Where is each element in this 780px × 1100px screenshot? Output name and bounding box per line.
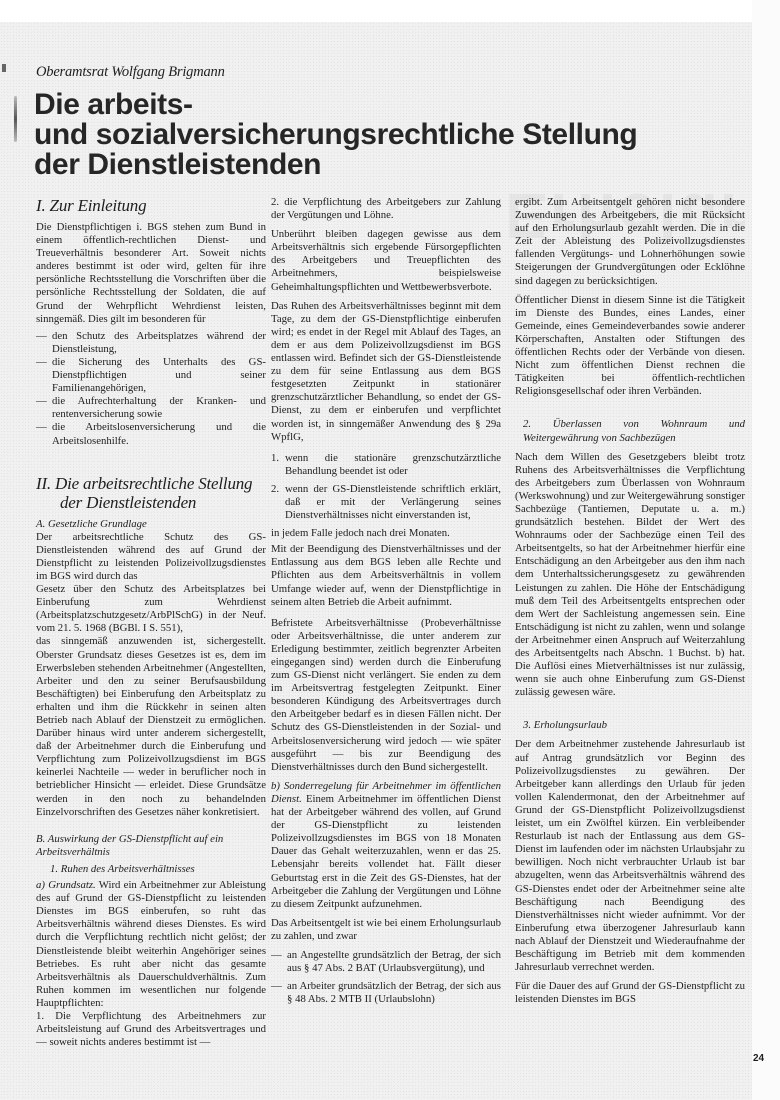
list-item: — die Aufrechterhaltung der Kranken- und rentenversicherung sowie xyxy=(36,395,266,421)
list-item: 2. wenn der GS-Dienstleistende schriftlich erklärt, daß er mit der Verlängerung seines Dienstverhältnisses nicht einverstanden ist, xyxy=(271,482,501,522)
margin-mark xyxy=(14,96,17,142)
list-item: — an Arbeiter grundsätzlich der Betrag, der sich aus § 48 Abs. 2 MTB II (Urlaubslohn) xyxy=(271,980,501,1006)
column-1 xyxy=(36,196,266,1053)
subsection-heading-housing: 2. Überlassen von Wohnraum und Weitergewährung von Sachbezügen xyxy=(523,418,745,444)
title-line-3: der Dienstleistenden xyxy=(34,148,322,181)
payment-list xyxy=(271,949,501,1006)
section-heading-introduction: I. Zur Einleitung xyxy=(36,196,147,215)
paragraph: b) Sonderregelung für Arbeitnehmer im öffentlichen Dienst. Einem Arbeitnehmer im öffentlichen Dienst hat der Arbeitgeber während des vollen, auf Grund der GS-Dienstpflicht zu leistenden Polizeivollzugsdienstes im BGS von 18 Monaten Dauer das Gehalt weiterzuzahlen, wenn er das 25. Lebensjahr bereits vollendet hat. Fällt dieser Geburtstag erst in die Zeit des GS-Dienstes, hat der Arbeitgeber die Zahlung der Vergütungen und Löhne zu diesem Zeitpunkt aufzunehmen. xyxy=(271,779,501,910)
paragraph: Für die Dauer des auf Grund der GS-Dienstpflicht zu leistenden Dienstes im BGS xyxy=(515,980,745,1006)
paragraph: Der dem Arbeitnehmer zustehende Jahresurlaub ist auf Antrag grundsätzlich vor Beginn des Polizeivollzugsdienstes zu gewähren. Der Arbeitgeber kann allerdings den Urlaub für jeden vollen Kalendermonat, den der Arbeitnehmer auf Grund der GS-Dienstpflicht Polizeivollzugsdienst leistet, um ein Zwölftel kürzen. Ein verbleibender Resturlaub ist nach der Entlassung aus dem GS-Dienst im laufenden oder im nächsten Urlaubsjahr zu bewilligen. Noch nicht verbrauchter Urlaub ist bar abzugelten, wenn das Arbeitsverhältnis während des GS-Dienstes endet oder der Arbeitnehmer seine alte Beschäftigung nach Beendigung des Dienstverhältnisses nicht wieder aufnimmt. Vor der Einberufung etwa überzogener Jahresurlaub kann nach Ablauf der Dienstzeit und Wiederaufnahme der Beschäftigung im Betrieb mit dem kommenden Jahresurlaub verrechnet werden. xyxy=(515,738,745,974)
paragraph: ergibt. Zum Arbeitsentgelt gehören nicht besondere Zuwendungen des Arbeitgebers, die mit Rücksicht auf den Erholungsurlaub gezahlt werden. Die in die Zeit der Ableistung des Polizeivollzugsdienstes fallenden Vergütungs- und Lohnerhöhungen sowie Steigerungen der Grundvergütungen oder Ecklöhne sind dagegen zu berücksichtigen. xyxy=(515,196,745,287)
intro-list xyxy=(36,330,266,448)
paragraph: Das Arbeitsentgelt ist wie bei einem Erholungsurlaub zu zahlen, und zwar xyxy=(271,916,501,942)
section-heading-labor-law: II. Die arbeitsrechtliche Stellung der Dienstleistenden xyxy=(36,473,253,512)
column-2 xyxy=(271,196,501,1010)
scan-mark xyxy=(2,64,6,72)
paragraph: a) Grundsatz. Wird ein Arbeitnehmer zur Ableistung des auf Grund der GS-Dienstpflicht zu leistenden Dienstes im BGS einberufen, so ruht das Arbeitsverhältnis während dieses Dienstes. Es wird durch die Verpflichtung rechtlich nicht gelöst; der Dienstleistende bleibt weiterhin Angehöriger seines Betriebes. Es ruht aber nicht das gesamte Arbeitsverhältnis als Dauerschuldverhältnis. Zum Ruhen kommen im wesentlichen nur folgende Hauptpflichten: xyxy=(36,879,266,1009)
paragraph: Die Dienstpflichtigen i. BGS stehen zum Bund in einem öffentlich-rechtlichen Dienst- und Treueverhältnis besonderer Art. Soweit nichts anderes bestimmt ist oder wird, gelten für ihre persönliche Rechtsstellung die Vorschriften über die persönliche Rechtsstellung der Soldaten, die auf Grund der Wehrpflicht Wehrdienst leisten, sinngemäß. Dies gilt im besonderen für xyxy=(36,221,266,325)
title-line-1: Die arbeits- xyxy=(34,88,193,121)
subsection-heading-vacation: 3. Erholungsurlaub xyxy=(523,719,608,732)
subsection-heading-a: A. Gesetzliche Grundlage xyxy=(36,517,147,530)
page-edge xyxy=(752,0,780,1100)
paragraph: das sinngemäß anzuwenden ist, sichergestellt. Oberster Grundsatz dieses Gesetzes ist es, dem im Erwerbsleben stehenden Arbeitnehmer (Angestellten, Arbeiter und den zu seiner Berufsausbildung Beschäftigten) bei Einberufung den Arbeitsplatz zu erhalten und ihm die Rückkehr in seinen alten Betrieb nach Ablauf der Dienstzeit zu ermöglichen. Darüber hinaus wird unter anderem sichergestellt, daß der Arbeitnehmer durch die Einberufung und Verpflichtung zum Polizeivollzugsdienst im BGS keinerlei Nachteile — weder in beruflicher noch in betrieblicher Hinsicht — erleidet. Diese Grundsätze werden in den noch zu behandelnden Einzelvorschriften des Gesetzes näher konkretisiert. xyxy=(36,635,266,818)
list-item: — die Sicherung des Unterhalts des GS-Dienstpflichtigen und seiner Familienangehörigen, xyxy=(36,356,266,395)
list-item: — den Schutz des Arbeitsplatzes während der Dienstleistung, xyxy=(36,330,266,356)
paragraph: in jedem Falle jedoch nach drei Monaten. xyxy=(271,527,450,540)
paragraph: Befristete Arbeitsverhältnisse (Probeverhältnisse oder Arbeitsverhältnisse, die unter anderem zur Erledigung bestimmter, zeitlich begrenzter Arbeiten eingegangen sind) werden durch die Einberufung zum GS-Dienst nicht verlängert. Sie enden zu dem im Arbeitsvertrag festgelegten Zeitpunkt. Einer besonderen Kündigung des Arbeitsvertrages durch den Arbeitgeber bedarf es in diesen Fällen nicht. Der Schutz des GS-Dienstleistenden in der Sozial- und Arbeitslosenversicherung wird jedoch — wie später ausgeführt — bis zur Beendigung des Dienstverhältnisses durch den Bund sichergestellt. xyxy=(271,616,501,773)
list-item: 1. wenn die stationäre grenzschutzärztliche Behandlung beendet ist oder xyxy=(271,451,501,477)
conditions-list xyxy=(271,452,501,522)
paragraph: 1. Die Verpflichtung des Arbeitnehmers zur Arbeitsleistung auf Grund des Arbeitsvertrages und — soweit nichts anderes bestimmt ist — xyxy=(36,1009,266,1049)
subsection-heading-b: B. Auswirkung der GS-Dienstpflicht auf ein Arbeitsverhältnis xyxy=(36,832,224,858)
run-in-heading: a) Grundsatz. xyxy=(36,879,96,892)
paragraph: Nach dem Willen des Gesetzgebers bleibt trotz Ruhens des Arbeitsverhältnisses die Verpflichtung des Arbeitgebers zum Überlassen von Wohnraum (Werkswohnung) und zur Weitergewährung sonstiger Sachbezüge (Tantiemen, Deputate u. a. m.) grundsätzlich bestehen. Bildet der Wert des Wohnraums oder der Sachbezüge einen Teil des Arbeitsentgelts, so hat der Arbeitnehmer hierfür eine Entschädigung an den Arbeitgeber aus den ihm nach dem Unterhaltssicherungsgesetz zu gewährenden Leistungen zu zahlen. Die Höhe der Entschädigung muß dem Teil des Arbeitsentgelts entsprechen oder dem Wert der Sachleistung angemessen sein. Eine Entschädigung ist nicht zu zahlen, wenn und solange der Arbeitnehmer einen Anspruch auf Weiterzahlung des Arbeitsentgelts nach Abschn. 1 Buchst. b) hat. Die Auflösi eines Mietverhältnisses ist nur zulässig, wenn sie auch ohne Einberufung zum GS-Dienst zulässig gewesen wäre. xyxy=(515,450,745,699)
title-line-2: und sozialversicherungsrechtliche Stellung xyxy=(34,118,638,151)
subsection-heading-b1: 1. Ruhen des Arbeitsverhältnisses xyxy=(50,862,195,875)
list-item: — an Angestellte grundsätzlich der Betrag, der sich aus § 47 Abs. 2 BAT (Urlaubsvergütung), und xyxy=(271,949,501,975)
author-line: Oberamtsrat Wolfgang Brigmann xyxy=(36,64,225,80)
page-number: 24 xyxy=(753,1053,765,1064)
paragraph: Der arbeitsrechtliche Schutz des GS-Dienstleistenden während des auf Grund der Dienstpflicht zu leistenden Polizeivollzugsdienstes im BGS wird durch das xyxy=(36,530,266,582)
paragraph-law-citation: Gesetz über den Schutz des Arbeitsplatzes bei Einberufung zum Wehrdienst (Arbeitsplatzschutzgesetz/ArbPlSchG) in der Neuf. vom 21. 5. 1968 (BGBl. I S. 551), xyxy=(36,583,266,635)
paragraph: Öffentlicher Dienst in diesem Sinne ist die Tätigkeit im Dienste des Bundes, eines Landes, einer Gemeinde, eines Gemeindeverbandes sowie anderer Körperschaften, Anstalten oder Stiftungen des öffentlichen Rechts oder der Verbände von diesen. Nicht zum öffentlichen Dienst rechnen die Tätigkeiten bei öffentlich-rechtlichen Religionsgesellschaf oder ihren Verbänden. xyxy=(515,293,745,398)
list-item: — die Arbeitslosenversicherung und die Arbeitslosenhilfe. xyxy=(36,421,266,447)
paragraph: Das Ruhen des Arbeitsverhältnisses beginnt mit dem Tage, zu dem der GS-Dienstpflichtige einberufen wird; es endet in der Regel mit Ablauf des Tages, an dem er aus dem Polizeivollzugsdienst im BGS entlassen wird. Befindet sich der GS-Dienstleistende zu dem für seine Entlassung aus dem BGS festgesetzten Zeitpunkt in stationärer grenzschutzärztlicher Behandlung, so endet der GS-Dienst, zu dem er einberufen und verpflichtet worden ist, in sinngemäßer Anwendung des § 29a WpflG, xyxy=(271,299,501,443)
paragraph: Mit der Beendigung des Dienstverhältnisses und der Entlassung aus dem BGS leben alle Rechte und Pflichten aus dem Arbeitsverhältnis in vollem Umfange wieder auf, wenn der Dienstpflichtige in seinem alten Betrieb die Arbeit aufnimmt. xyxy=(271,543,501,608)
run-in-heading: b) Sonderregelung für Arbeitnehmer im öffentlichen Dienst. xyxy=(271,779,501,805)
article-title xyxy=(34,90,754,180)
column-3 xyxy=(515,196,745,1010)
paragraph: 2. die Verpflichtung des Arbeitgebers zur Zahlung der Vergütungen und Löhne. xyxy=(271,196,501,222)
paragraph: Unberührt bleiben dagegen gewisse aus dem Arbeitsverhältnis sich ergebende Fürsorgepflichten des Arbeitgebers und Treuepflichten des Arbeitnehmers, beispielsweise Geheimhaltungspflichten und Wettbewerbsverbote. xyxy=(271,228,501,293)
